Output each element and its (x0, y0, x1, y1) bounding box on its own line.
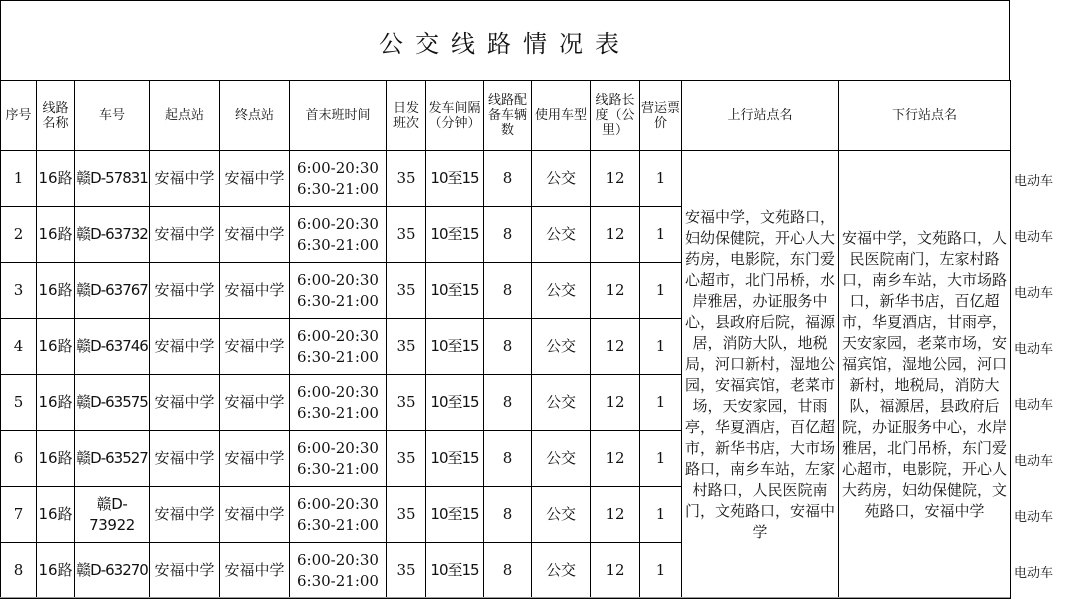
length-cell: 12 (591, 375, 640, 431)
fare-cell: 1 (640, 207, 682, 263)
interval-cell: 10至15 (426, 543, 484, 599)
plate-cell: 赣D-63746 (75, 319, 150, 375)
vtype-cell: 公交 (532, 431, 591, 487)
vehicle-note: 电动车 (1014, 286, 1054, 301)
last-bus-time: 6:30-21:00 (297, 571, 379, 590)
vehicle-note: 电动车 (1014, 398, 1054, 413)
time-cell (290, 431, 387, 487)
daily-cell: 35 (387, 151, 426, 207)
length-cell: 12 (591, 319, 640, 375)
end-cell: 安福中学 (220, 319, 290, 375)
sheet-title: 公交线路情况表 (379, 30, 631, 58)
header-row (1, 81, 1011, 151)
seq-cell: 7 (1, 487, 37, 543)
vtype-cell: 公交 (532, 207, 591, 263)
plate-cell: 赣D-57831 (75, 151, 150, 207)
seq-cell: 3 (1, 263, 37, 319)
start-cell: 安福中学 (150, 375, 220, 431)
vtype-cell: 公交 (532, 487, 591, 543)
vehicles-cell: 8 (484, 431, 532, 487)
fare-cell: 1 (640, 151, 682, 207)
start-cell: 安福中学 (150, 543, 220, 599)
vehicle-note: 电动车 (1014, 342, 1054, 357)
header-line-name: 线路名称 (37, 81, 75, 151)
daily-cell: 35 (387, 207, 426, 263)
interval-cell: 10至15 (426, 487, 484, 543)
vehicles-cell: 8 (484, 375, 532, 431)
seq-cell: 6 (1, 431, 37, 487)
start-cell: 安福中学 (150, 151, 220, 207)
last-bus-time: 6:30-21:00 (297, 403, 379, 422)
vehicles-cell: 8 (484, 319, 532, 375)
header-end: 终点站 (220, 81, 290, 151)
header-vehicles: 线路配备车辆数 (484, 81, 532, 151)
interval-cell: 10至15 (426, 375, 484, 431)
daily-cell: 35 (387, 543, 426, 599)
vehicle-note: 电动车 (1014, 566, 1054, 581)
title-cell (0, 0, 1010, 80)
end-cell: 安福中学 (220, 263, 290, 319)
time-cell (290, 375, 387, 431)
header-up-stops: 上行站点名 (682, 81, 839, 151)
fare-cell: 1 (640, 319, 682, 375)
header-length: 线路长度（公里） (591, 81, 640, 151)
vtype-cell: 公交 (532, 375, 591, 431)
vehicle-note: 电动车 (1014, 174, 1054, 189)
vehicles-cell: 8 (484, 207, 532, 263)
table-body (1, 151, 1011, 599)
fare-cell: 1 (640, 543, 682, 599)
line-cell: 16路 (37, 543, 75, 599)
bottom-divider (0, 597, 1010, 598)
end-cell: 安福中学 (220, 151, 290, 207)
plate-cell: 赣D-63767 (75, 263, 150, 319)
vehicles-cell: 8 (484, 487, 532, 543)
vehicle-note: 电动车 (1014, 454, 1054, 469)
line-cell: 16路 (37, 487, 75, 543)
plate-cell: 赣D-63575 (75, 375, 150, 431)
end-cell: 安福中学 (220, 543, 290, 599)
interval-cell: 10至15 (426, 263, 484, 319)
start-cell: 安福中学 (150, 319, 220, 375)
vtype-cell: 公交 (532, 543, 591, 599)
header-seq: 序号 (1, 81, 37, 151)
header-start: 起点站 (150, 81, 220, 151)
time-cell (290, 151, 387, 207)
line-cell: 16路 (37, 319, 75, 375)
fare-cell: 1 (640, 431, 682, 487)
vehicles-cell: 8 (484, 151, 532, 207)
vehicles-cell: 8 (484, 263, 532, 319)
end-cell: 安福中学 (220, 487, 290, 543)
end-cell: 安福中学 (220, 207, 290, 263)
length-cell: 12 (591, 151, 640, 207)
header-vtype: 使用车型 (532, 81, 591, 151)
start-cell: 安福中学 (150, 207, 220, 263)
line-cell: 16路 (37, 207, 75, 263)
first-bus-time: 6:00-20:30 (297, 326, 379, 345)
end-cell: 安福中学 (220, 375, 290, 431)
route-table (0, 80, 1011, 599)
vehicle-note: 电动车 (1014, 510, 1054, 525)
daily-cell: 35 (387, 487, 426, 543)
header-down-stops: 下行站点名 (839, 81, 1011, 151)
up-stops-cell: 安福中学，文苑路口，妇幼保健院，开心人大药房，电影院，东门爱心超市，北门吊桥，水岸雅居，办证服务中心，县政府后院，福源居，消防大队，地税局，河口新村，湿地公园，安福宾馆，老菜市场，天安家园，甘雨亭，华夏酒店，百亿超市，新华书店，大市场路口，南乡车站，左家村路口，人民医院南门，文苑路口，安福中学 (682, 151, 839, 599)
start-cell: 安福中学 (150, 487, 220, 543)
start-cell: 安福中学 (150, 431, 220, 487)
daily-cell: 35 (387, 375, 426, 431)
first-bus-time: 6:00-20:30 (297, 158, 379, 177)
vehicle-note: 电动车 (1014, 230, 1054, 245)
last-bus-time: 6:30-21:00 (297, 235, 379, 254)
daily-cell: 35 (387, 319, 426, 375)
vtype-cell: 公交 (532, 263, 591, 319)
first-bus-time: 6:00-20:30 (297, 214, 379, 233)
fare-cell: 1 (640, 375, 682, 431)
seq-cell: 4 (1, 319, 37, 375)
daily-cell: 35 (387, 263, 426, 319)
vehicles-cell: 8 (484, 543, 532, 599)
seq-cell: 5 (1, 375, 37, 431)
last-bus-time: 6:30-21:00 (297, 459, 379, 478)
seq-cell: 1 (1, 151, 37, 207)
first-bus-time: 6:00-20:30 (297, 270, 379, 289)
end-cell: 安福中学 (220, 431, 290, 487)
fare-cell: 1 (640, 263, 682, 319)
last-bus-time: 6:30-21:00 (297, 515, 379, 534)
fare-cell: 1 (640, 487, 682, 543)
interval-cell: 10至15 (426, 151, 484, 207)
line-cell: 16路 (37, 151, 75, 207)
last-bus-time: 6:30-21:00 (297, 291, 379, 310)
length-cell: 12 (591, 263, 640, 319)
header-fare: 营运票价 (640, 81, 682, 151)
plate-cell: 赣D-73922 (75, 487, 150, 543)
vtype-cell: 公交 (532, 319, 591, 375)
time-cell (290, 543, 387, 599)
first-bus-time: 6:00-20:30 (297, 438, 379, 457)
header-interval: 发车间隔（分钟） (426, 81, 484, 151)
line-cell: 16路 (37, 375, 75, 431)
length-cell: 12 (591, 487, 640, 543)
time-cell (290, 487, 387, 543)
daily-cell: 35 (387, 431, 426, 487)
length-cell: 12 (591, 431, 640, 487)
table-row (1, 151, 1011, 207)
length-cell: 12 (591, 207, 640, 263)
plate-cell: 赣D-63270 (75, 543, 150, 599)
time-cell (290, 263, 387, 319)
interval-cell: 10至15 (426, 207, 484, 263)
first-bus-time: 6:00-20:30 (297, 494, 379, 513)
length-cell: 12 (591, 543, 640, 599)
first-bus-time: 6:00-20:30 (297, 550, 379, 569)
down-stops-cell: 安福中学，文苑路口，人民医院南门，左家村路口，南乡车站，大市场路口，新华书店，百亿超市，华夏酒店，甘雨亭，天安家园，老菜市场，安福宾馆，湿地公园，河口新村，地税局，消防大队，福源居，县政府后院，办证服务中心，水岸雅居，北门吊桥，东门爱心超市，电影院，开心人大药房，妇幼保健院，文苑路口，安福中学 (839, 151, 1011, 599)
last-bus-time: 6:30-21:00 (297, 347, 379, 366)
seq-cell: 8 (1, 543, 37, 599)
last-bus-time: 6:30-21:00 (297, 179, 379, 198)
line-cell: 16路 (37, 431, 75, 487)
time-cell (290, 207, 387, 263)
header-daily: 日发班次 (387, 81, 426, 151)
plate-cell: 赣D-63732 (75, 207, 150, 263)
seq-cell: 2 (1, 207, 37, 263)
header-time: 首末班时间 (290, 81, 387, 151)
interval-cell: 10至15 (426, 319, 484, 375)
interval-cell: 10至15 (426, 431, 484, 487)
vtype-cell: 公交 (532, 151, 591, 207)
plate-cell: 赣D-63527 (75, 431, 150, 487)
start-cell: 安福中学 (150, 263, 220, 319)
first-bus-time: 6:00-20:30 (297, 382, 379, 401)
line-cell: 16路 (37, 263, 75, 319)
header-plate: 车号 (75, 81, 150, 151)
time-cell (290, 319, 387, 375)
